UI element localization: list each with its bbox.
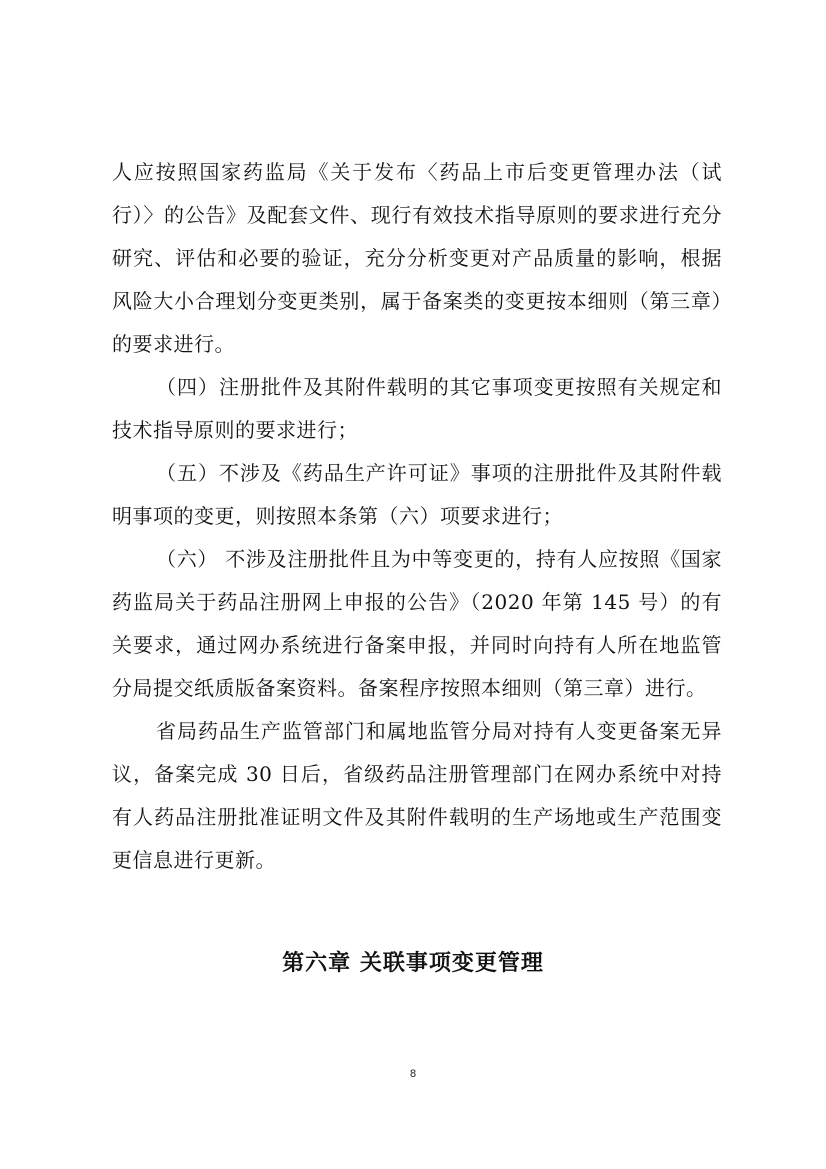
chapter-heading: 第六章 关联事项变更管理 <box>282 951 544 976</box>
paragraph-item-6: （六） 不涉及注册批件且为中等变更的，持有人应按照《国家药监局关于药品注册网上申报的公告》（2020 年第 145 号）的有关要求，通过网办系统进行备案申报，并同时向持有人所在地监管分局提交纸质版备案资料。备案程序按照本细则（第三章）进行。 <box>112 547 722 700</box>
paragraph-item-5: （五）不涉及《药品生产许可证》事项的注册批件及其附件载明事项的变更，则按照本条第（六）项要求进行； <box>112 461 722 528</box>
paragraph-item-4: （四）注册批件及其附件载明的其它事项变更按照有关规定和技术指导原则的要求进行； <box>112 375 722 442</box>
paragraph-continuation: 人应按照国家药监局《关于发布〈药品上市后变更管理办法（试行）〉的公告》及配套文件、现行有效技术指导原则的要求进行充分研究、评估和必要的验证，充分分析变更对产品质量的影响，根据风险大小合理划分变更类别，属于备案类的变更按本细则（第三章）的要求进行。 <box>112 160 722 356</box>
paragraph-update-info: 省局药品生产监管部门和属地监管分局对持有人变更备案无异议，备案完成 30 日后，省级药品注册管理部门在网办系统中对持有人药品注册批准证明文件及其附件载明的生产场地或生产范围变更信息进行更新。 <box>112 719 722 872</box>
page-number: 8 <box>409 1068 417 1080</box>
body-text <box>112 151 722 882</box>
